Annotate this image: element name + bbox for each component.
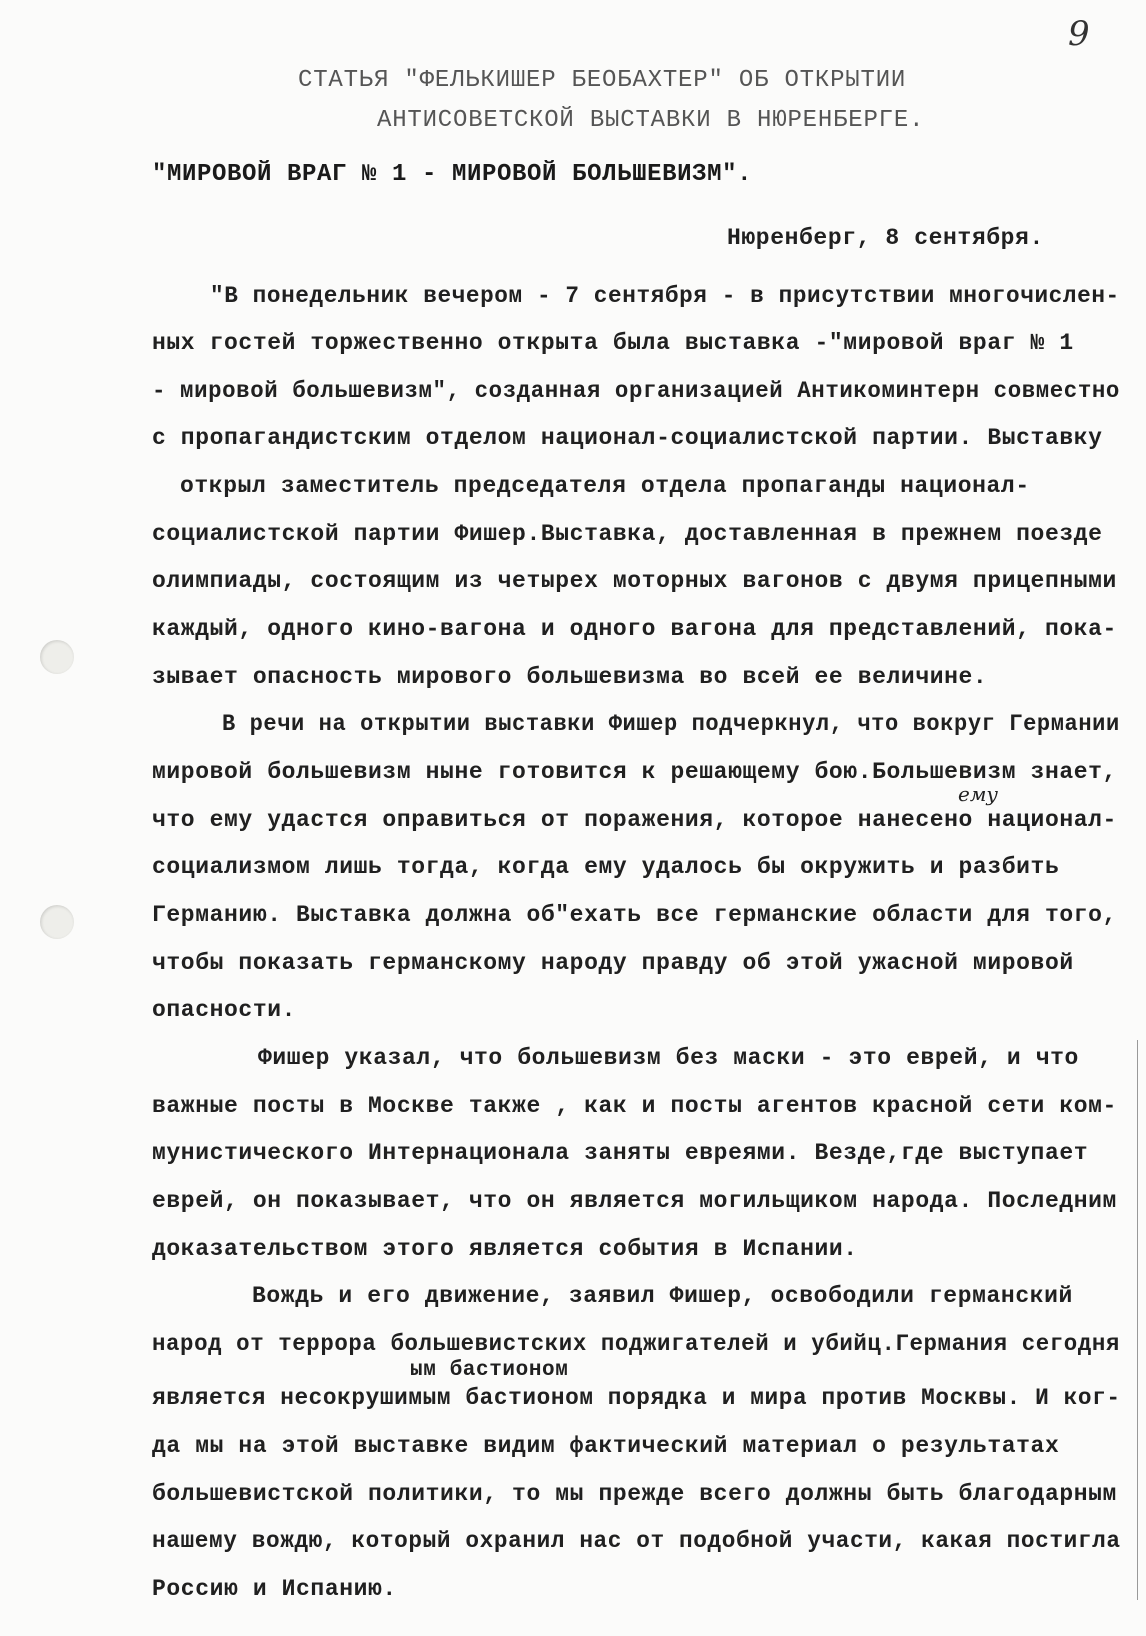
document-title-line-1: СТАТЬЯ "ФЕЛЬКИШЕР БЕОБАХТЕР" ОБ ОТКРЫТИИ (298, 67, 907, 94)
paragraph-line: Германию. Выставка должна об"ехать все германские области для того, (152, 902, 1117, 928)
paragraph-line: доказательством этого является события в Испании. (152, 1236, 858, 1262)
handwritten-correction: ему (958, 782, 999, 806)
paragraph-line: олимпиады, состоящим из четырех моторных вагонов с двумя прицепными (152, 568, 1117, 594)
dateline: Нюренберг, 8 сентября. (727, 225, 1044, 251)
paragraph-line: большевистской политики, то мы прежде всего должны быть благодарным (152, 1481, 1117, 1507)
paragraph-line: социалистской партии Фишер.Выставка, доставленная в прежнем поезде (152, 521, 1103, 547)
paragraph-line: открыл заместитель председателя отдела пропаганды национал- (180, 473, 1030, 499)
paragraph-line: мунистического Интернационала заняты евреями. Везде,где выступает (152, 1140, 1089, 1166)
paragraph-line: - мировой большевизм", созданная организацией Антикоминтерн совместно (152, 378, 1120, 404)
page-number: 9 (1068, 14, 1090, 54)
paragraph-line: да мы на этой выставке видим фактический материал о результатах (152, 1433, 1060, 1459)
punch-hole (40, 905, 74, 939)
interlinear-typed-correction: ым бастионом (410, 1359, 569, 1382)
paragraph-line: Фишер указал, что большевизм без маски - это еврей, и что (258, 1045, 1079, 1071)
paragraph-line: чтобы показать германскому народу правду об этой ужасной мировой (152, 950, 1074, 976)
paragraph-line: нашему вождю, который охранил нас от подобной участи, какая постигла (152, 1528, 1121, 1554)
paragraph-line: с пропагандистским отделом национал-социалистской партии. Выставку (152, 425, 1103, 451)
paragraph-line: социализмом лишь тогда, когда ему удалось бы окружить и разбить (152, 854, 1060, 880)
paragraph-line: является несокрушимым бастионом порядка и мира против Москвы. И ког- (152, 1385, 1121, 1411)
paragraph-line: важные посты в Москве также , как и посты агентов красной сети ком- (152, 1093, 1117, 1119)
paragraph-line: еврей, он показывает, что он является могильщиком народа. Последним (152, 1188, 1117, 1214)
punch-hole (40, 640, 74, 674)
paragraph-line: Россию и Испанию. (152, 1576, 397, 1602)
paragraph-line: В речи на открытии выставки Фишер подчеркнул, что вокруг Германии (222, 711, 1120, 737)
paragraph-line: что ему удастся оправиться от поражения, которое нанесено национал- (152, 807, 1117, 833)
document-title-line-2: АНТИСОВЕТСКОЙ ВЫСТАВКИ В НЮРЕНБЕРГЕ. (377, 107, 925, 134)
paragraph-line: Вождь и его движение, заявил Фишер, освободили германский (252, 1283, 1073, 1309)
page-edge-line (1137, 1040, 1138, 1600)
paragraph-line: "В понедельник вечером - 7 сентября - в присутствии многочислен- (210, 283, 1120, 309)
document-heading: "МИРОВОЙ ВРАГ № 1 - МИРОВОЙ БОЛЬШЕВИЗМ". (152, 161, 753, 188)
paragraph-line: ных гостей торжественно открыта была выставка -"мировой враг № 1 (152, 330, 1074, 356)
paragraph-line: народ от террора большевистских поджигателей и убийц.Германия сегодня (152, 1331, 1120, 1357)
paragraph-line: каждый, одного кино-вагона и одного вагона для представлений, пока- (152, 616, 1117, 642)
paragraph-line: мировой большевизм ныне готовится к решающему бою.Большевизм знает, (152, 759, 1117, 785)
paragraph-line: опасности. (152, 997, 297, 1023)
paragraph-line: зывает опасность мирового большевизма во всей ее величине. (152, 664, 988, 690)
